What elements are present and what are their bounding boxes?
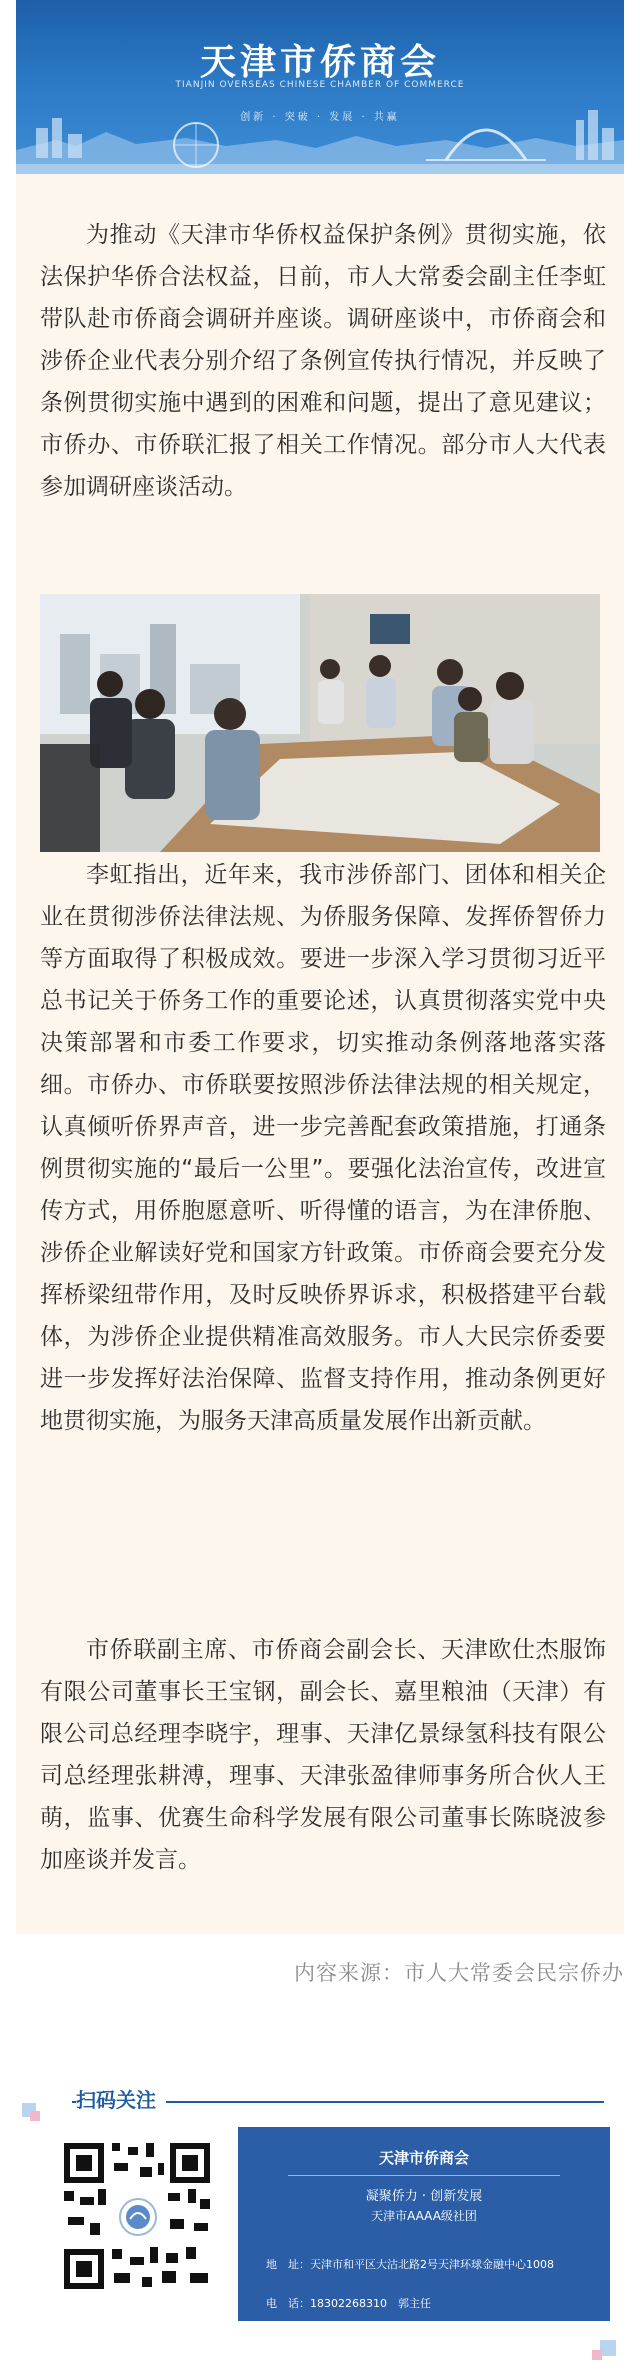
meeting-photo: [40, 594, 600, 852]
card-phone: 电 话：18302268310 郭主任: [266, 2297, 431, 2310]
scan-follow-label: 扫码关注: [76, 2084, 166, 2113]
decorative-square-icon: [600, 2340, 616, 2356]
article-paragraph-3: 市侨联副主席、市侨商会副会长、天津欧仕杰服饰有限公司董事长王宝钢，副会长、嘉里粮油（天津）有限公司总经理李晓宇，理事、天津亿景绿氢科技有限公司总经理张耕溥，理事、天津张盈律师事务所合伙人王萌，监事、优赛生命科学发展有限公司董事长陈晓波参加座谈并发言。: [40, 1637, 606, 1873]
qr-code: [50, 2127, 224, 2307]
banner-subtitle: TIANJIN OVERSEAS CHINESE CHAMBER OF COMMERCE: [175, 80, 465, 90]
card-address: 地 址：天津市和平区大沽北路2号天津环球金融中心1008: [266, 2258, 554, 2271]
header-banner: [16, 0, 624, 174]
decorative-square-icon: [592, 2350, 602, 2360]
card-level: 天津市AAAA级社团: [371, 2209, 477, 2223]
qr-code-icon: [50, 2127, 224, 2307]
article-paragraph-1: 为推动《天津市华侨权益保护条例》贯彻实施，依法保护华侨合法权益，日前，市人大常委会副主任李虹带队赴市侨商会调研并座谈。调研座谈中，市侨商会和涉侨企业代表分别介绍了条例宣传执行情况，并反映了条例贯彻实施中遇到的困难和问题，提出了意见建议；市侨办、市侨联汇报了相关工作情况。部分市人大代表参加调研座谈活动。: [40, 222, 606, 500]
card-motto: 凝聚侨力 · 创新发展: [365, 2189, 483, 2204]
decorative-square-icon: [30, 2111, 40, 2121]
card-divider: [288, 2175, 560, 2176]
content-source: 内容来源：市人大常委会民宗侨办: [294, 1961, 624, 1985]
article-body: [16, 174, 624, 1934]
card-org-name: 天津市侨商会: [378, 2149, 469, 2167]
article-paragraph-2: 李虹指出，近年来，我市涉侨部门、团体和相关企业在贯彻涉侨法律法规、为侨服务保障、发挥侨智侨力等方面取得了积极成效。要进一步深入学习贯彻习近平总书记关于侨务工作的重要论述，认真贯彻落实党中央决策部署和市委工作要求，切实推动条例落地落实落细。市侨办、市侨联要按照涉侨法律法规的相关规定，认真倾听侨界声音，进一步完善配套政策措施，打通条例贯彻实施的“最后一公里”。要强化法治宣传，改进宣传方式，用侨胞愿意听、听得懂的语言，为在津侨胞、涉侨企业解读好党和国家方针政策。市侨商会要充分发挥桥梁纽带作用，及时反映侨界诉求，积极搭建平台载体，为涉侨企业提供精准高效服务。市人大民宗侨委要进一步发挥好法治保障、监督支持作用，推动条例更好地贯彻实施，为服务天津高质量发展作出新贡献。: [40, 862, 606, 1434]
banner-slogan: 创新 · 突破 · 发展 · 共赢: [240, 112, 400, 123]
meeting-photo-icon: [40, 594, 600, 852]
contact-card: [238, 2127, 610, 2321]
banner-title: 天津市侨商会: [199, 42, 440, 83]
